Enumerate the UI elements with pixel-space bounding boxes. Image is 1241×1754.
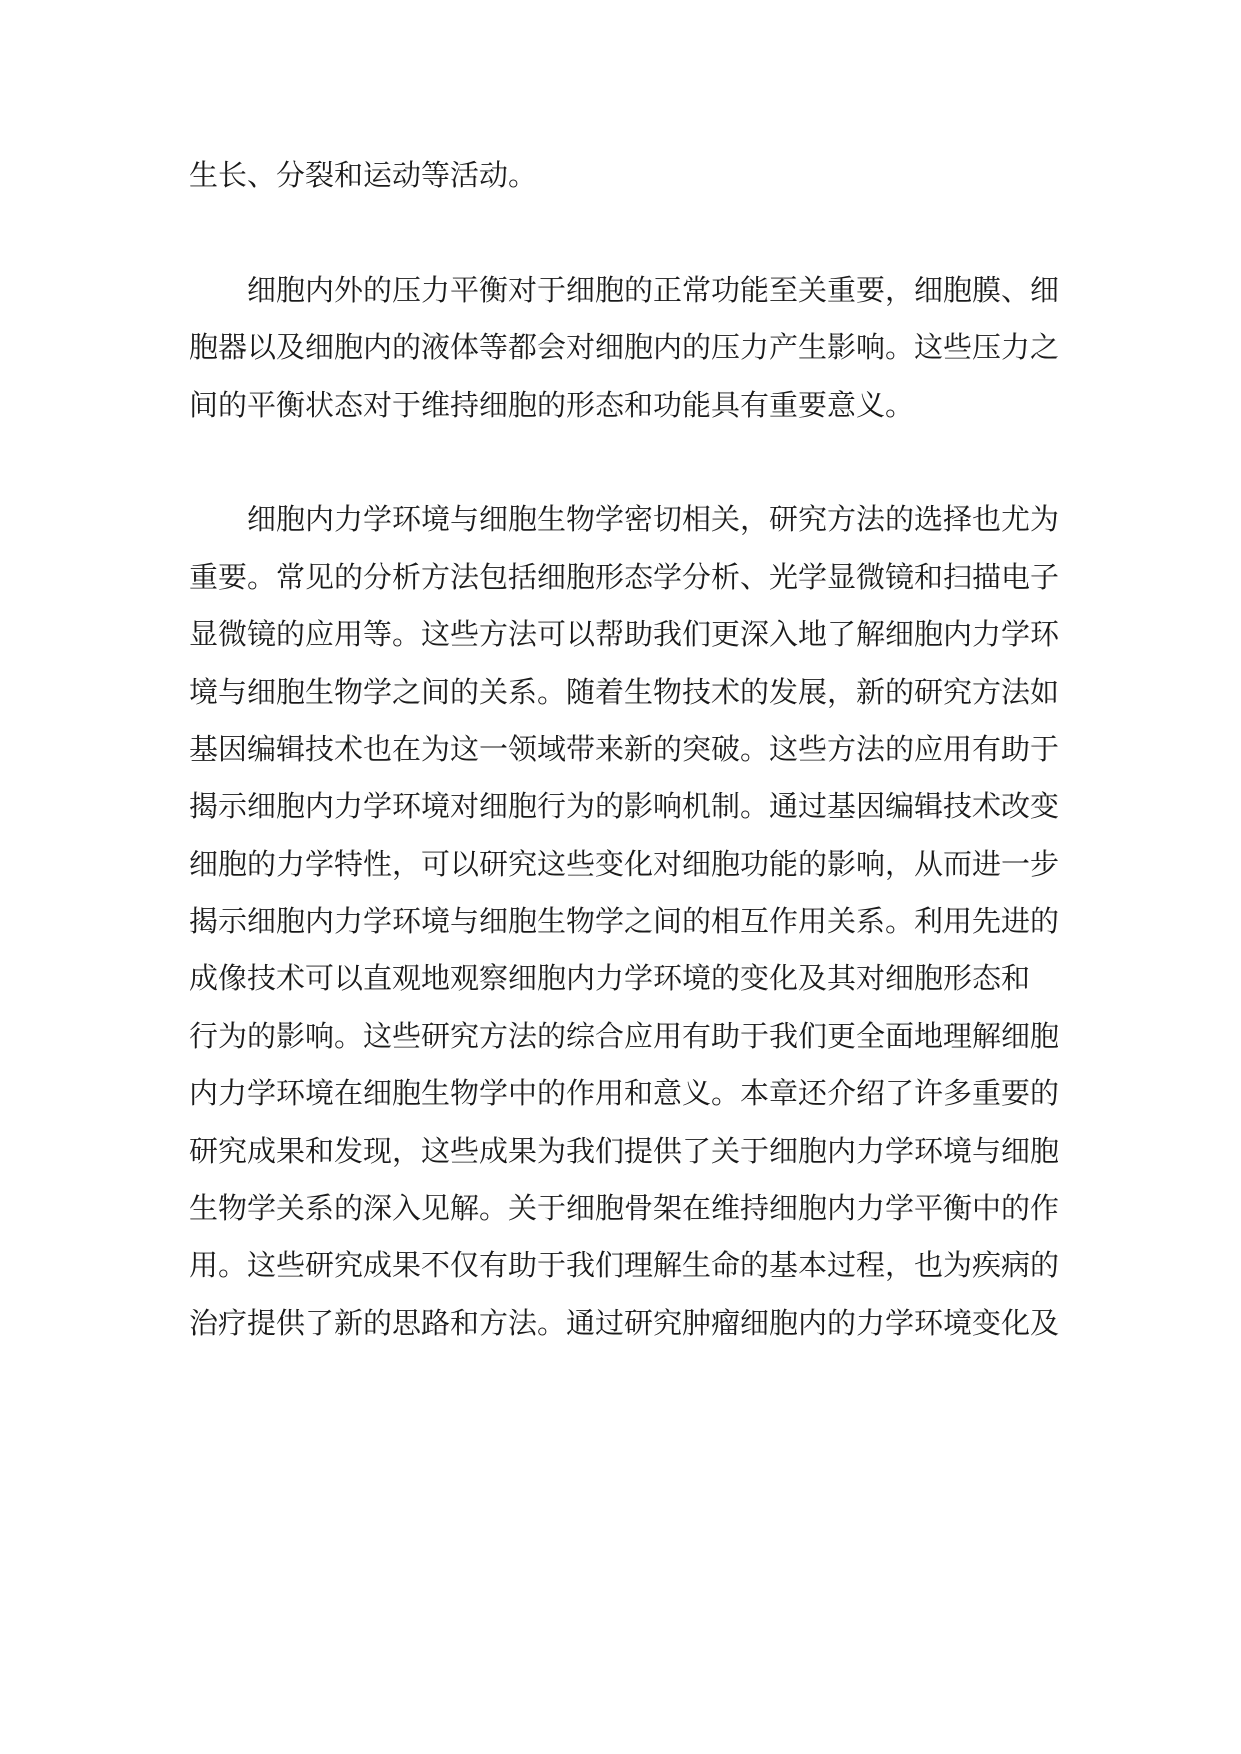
text-line: 治疗提供了新的思路和方法。通过研究肿瘤细胞内的力学环境变化及 (189, 1305, 1059, 1340)
text-line: 基因编辑技术也在为这一领域带来新的突破。这些方法的应用有助于 (189, 731, 1059, 766)
text-line: 显微镜的应用等。这些方法可以帮助我们更深入地了解细胞内力学环 (189, 617, 1059, 652)
paragraph-gap (189, 204, 1059, 261)
body-text (189, 147, 1059, 1352)
text-line: 揭示细胞内力学环境对细胞行为的影响机制。通过基因编辑技术改变 (189, 789, 1059, 824)
text-line: 重要。常见的分析方法包括细胞形态学分析、光学显微镜和扫描电子 (189, 559, 1059, 594)
text-line: 境与细胞生物学之间的关系。随着生物技术的发展，新的研究方法如 (189, 674, 1059, 709)
text-line: 胞器以及细胞内的液体等都会对细胞内的压力产生影响。这些压力之 (189, 330, 1059, 365)
text-line: 研究成果和发现，这些成果为我们提供了关于细胞内力学环境与细胞 (189, 1133, 1059, 1168)
text-line: 细胞的力学特性，可以研究这些变化对细胞功能的影响，从而进一步 (189, 846, 1059, 881)
text-line: 行为的影响。这些研究方法的综合应用有助于我们更全面地理解细胞 (189, 1018, 1059, 1053)
text-line: 间的平衡状态对于维持细胞的形态和功能具有重要意义。 (189, 387, 915, 422)
text-line: 揭示细胞内力学环境与细胞生物学之间的相互作用关系。利用先进的 (189, 904, 1059, 939)
text-line: 细胞内外的压力平衡对于细胞的正常功能至关重要，细胞膜、细 (247, 272, 1059, 307)
text-line: 生物学关系的深入见解。关于细胞骨架在维持细胞内力学平衡中的作 (189, 1191, 1059, 1226)
text-line: 成像技术可以直观地观察细胞内力学环境的变化及其对细胞形态和 (189, 961, 1031, 996)
text-line: 细胞内力学环境与细胞生物学密切相关，研究方法的选择也尤为 (247, 502, 1059, 537)
text-line: 内力学环境在细胞生物学中的作用和意义。本章还介绍了许多重要的 (189, 1076, 1059, 1111)
text-line: 生长、分裂和运动等活动。 (189, 158, 538, 192)
text-line: 用。这些研究成果不仅有助于我们理解生命的基本过程，也为疾病的 (189, 1248, 1059, 1283)
paragraph-gap (189, 434, 1059, 491)
